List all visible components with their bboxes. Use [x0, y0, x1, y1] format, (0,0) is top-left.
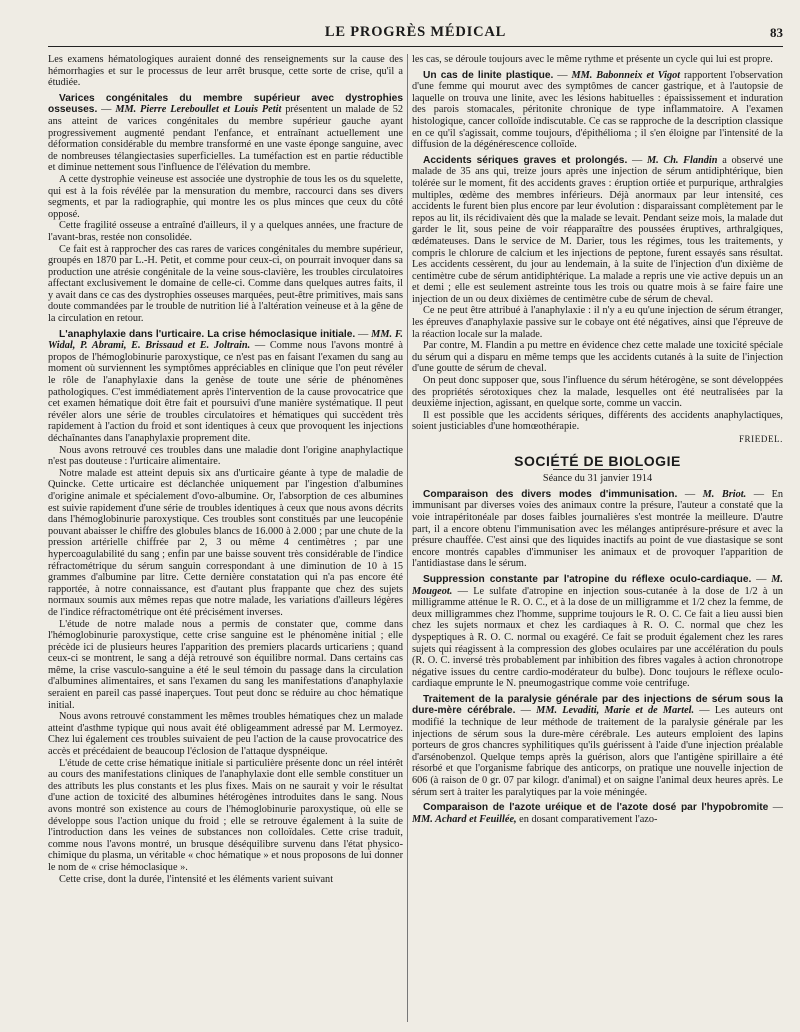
running-title: LE PROGRÈS MÉDICAL: [324, 24, 507, 40]
article-paragraph: Cette fragilité osseuse a entraîné d'ailleurs, il y a quelques années, une fracture de l'avant-bras, restée non consolidée.: [48, 220, 403, 243]
article-title: Comparaison de l'azote uréique et de l'azote dosé par l'hypobromite: [423, 802, 769, 814]
article-lead: Le sulfate d'atropine en injection sous-cutanée à la dose de 1/2 à un milligramme atténue le R. O. C., et à la dose de un milligramme et 1/2 chez la femme, de deux milligrammes chez l'homme, supprime toujours le R. O. C. Ce fait a lieu aussi bien chez les sujets normaux et chez les cardiaques à R. O. C. normal que chez les dyspeptiques à R. O. C. normal ou exagéré. Ce fait se produit également chez les rares sujets qui réagissent à la compression des globes oculaires par une accélération du pouls (R. O. C. inversé très probablement par inhibition des fibres vagales à action chronotrope négative issues du centre cardio-modérateur du bulbe). Donc toujours le réflexe oculo-cardiaque emprunte le N. pneumogastrique comme voie centrifuge.: [412, 585, 783, 690]
article-paragraph: Nous avons retrouvé ces troubles dans une maladie dont l'origine anaphylactique n'est pas douteuse : l'urticaire alimentaire.: [48, 444, 403, 468]
article-accidents-seriques: [412, 155, 783, 446]
society-heading: SOCIÉTÉ DE BIOLOGIE: [514, 452, 681, 469]
article-paragraph: L'étude de notre malade nous a permis de constater que, comme dans l'hémoglobinurie paroxystique, cette crise sanguine est le phénomène initial ; elle précède ici de plusieurs heures l'apparition des premiers placards urticariens ; quand ceux-ci se montrent, le sang a déjà retrouvé son équilibre normal. Dans certains cas même, la crise vasculo-sanguine a été le seul témoin du passage dans la circulation d'albumines alimentaires, et sans l'examen du sang les manifestations d'anaphylaxie seraient en pareil cas passé inaperçues. Tout peut donc se réduire au choc hématique initial.: [48, 618, 403, 711]
article-immunisation: [412, 489, 783, 570]
article-title: Varices congénitales du membre supérieur avec dystrophies osseuses.: [48, 92, 403, 116]
article-traitement-paralysie: [412, 694, 783, 798]
article-varices: [48, 93, 403, 325]
article-authors: MM. Babonneix et Vigot: [571, 69, 681, 81]
article-paragraph: Ce ne peut être attribué à l'anaphylaxie : il n'y a eu qu'une injection de sérum étranger, les épreuves d'anaphylaxie passive sur le cobaye ont été négatives, ainsi que l'épreuve de la réaction locale sur la malade.: [412, 305, 783, 340]
author-signature: FRIEDEL.: [738, 434, 783, 444]
article-paragraph: L'étude de cette crise hématique initiale si particulière présente donc un réel intérêt au cours des manifestations cliniques de l'anaphylaxie dont elle semble constituer un des attributs les plus constants et les plus fixes. Mais on ne saurait y voir le résultat d'une action de toxicité des albumines hétérogènes introduites dans le sang. Nous avons montré son existence au cours de l'hémoglobinurie paroxystique, où elle se développe sous l'action unique du froid ; elle se retrouve également à la suite de l'introduction dans les veines de substances non colloïdales. Cette crise traduit, comme nous l'avons montré, un brusque déséquilibre survenu dans l'état physico-chimique du plasma, un véritable « choc hématique » et nous proposons de lui donner le nom de « crise hémoclasique ».: [48, 757, 403, 873]
article-paragraph: Notre malade est atteint depuis six ans d'urticaire géante à type de maladie de Quincke. Cette urticaire est déclanchée uniquement par l'ingestion d'albumines d'origine animale et spécialement d'ovo-albumine. Or, l'absorption de ces albumines est suivie rapidement d'une série de troubles identiques à ceux que nous avons décrits dans l'hémoglobinurie paroxystique. Ces troubles sont constitués par une leucopénie pouvant abaisser le chiffre des globules blancs de 16.000 à 2.000 ; par une chute de la pression artérielle chiffrée par 2, 3 ou même 4 centimètres ; par une hypercoagulabilité du sang ; enfin par une baisse souvent très considérable de l'indice réfractométrique du sérum sanguin correspondant à une diminution de 10 à 15 grammes d'albumine par litre. Cette dernière constatation qui n'a pas encore été rapportée, à notre connaissance, est d'autant plus frappante que chez des sujets normaux soumis aux mêmes repas que notre malade, les variations d'ailleurs légères de l'indice réfractométrique ont été précisément inverses.: [48, 467, 403, 618]
article-lead-paragraph: L'anaphylaxie dans l'urticaire. La crise hémoclasique initiale. — MM. F. Widal, P. Abrami, E. Brissaud et E. Joltrain. — Comme nous l'avons montré à propos de l'hémoglobinurie paroxystique, ce n'est pas en faisant l'examen du sang au moment où surviennent les symptômes appréciables en clinique que l'on peut révéler le rôle de l'anaphylaxie dans la genèse de toute une série de phénomènes pathologiques. C'est immédiatement après l'intervention de la cause provocatrice que cet examen hématique doit être fait et poursuivi d'une manière systématique. Il peut révéler alors une série de troubles circulatoires et hématiques qui succèdent très rapidement à l'action du froid et sont identiques à ceux que provoquent les injections déchaînantes dans l'anaphylaxie proprement dite.: [48, 328, 403, 444]
column-divider: [407, 54, 408, 1022]
left-column: [48, 54, 403, 1032]
article-lead-paragraph: Comparaison des divers modes d'immunisation. — M. Briot. — En immunisant par diverses voies des animaux contre la présure, l'auteur a constaté que la voie intrapéritonéale par doses faibles journalières s'est montrée la meilleure. D'autre part, il a encore obtenu l'immunisation avec les mélanges antiprésure-présure et avec la présure chauffée. C'est ainsi que des liquides inactifs au point de vue diastasique se sont encore montrés capables d'immuniser les animaux et de provoquer l'apparition de l'antidiastase dans le sérum.: [412, 488, 783, 570]
article-lead: Les auteurs ont modifié la technique de leur méthode de traitement de la paralysie générale par les injections de sérum sous la dure-mère cérébrale. Les auteurs emploient des lapins porteurs de gros chancres syphilitiques qu'ils guérissent à l'aide d'une injection préalable d'arsénobenzol. Quelque temps après la guérison, alors que l'antigène spirillaire a été résorbé et que l'organisme fabrique des anticorps, on pratique une nouvelle injection de 606 (à raison de 0 gr. 07 par kilogr. d'animal) et on saigne l'animal deux heures après. Le sérum sert à traiter les paralytiques par la voie méningée.: [412, 705, 783, 798]
article-lead: rapportent l'observation d'une femme qui mourut avec des symptômes de cancer gastrique, et à l'autopsie de laquelle on trouva une linite, avec les lésions habituelles : épaississement et induration des parois stomacales, péritonite chronique de type inflammatoire. A l'examen histologique, cancer colloïde indiscutable. Ce cas se rapproche de la description classique en ce qu'il s'agissait, comme toujours, d'épithélioma ; il s'en éloigne par l'intensité de la diffusion de la dégénérescence colloïde.: [412, 69, 783, 151]
article-lead: En immunisant par diverses voies des animaux contre la présure, l'auteur a constaté que la voie intrapéritonéale par doses faibles journalières s'est montrée la meilleure. D'autre part, il a encore obtenu l'immunisation avec les mélanges antiprésure-présure et avec la présure chauffée. C'est ainsi que des liquides inactifs au point de vue diastasique se sont encore montrés capables d'immuniser les animaux et de provoquer l'apparition de l'antidiastase dans le sérum.: [412, 488, 783, 570]
page-header: [48, 24, 783, 47]
article-lead: a observé une malade de 35 ans qui, treize jours après une injection de sérum antidiphtérique, bien tolérée sur le moment, fit des accidents graves : éruption ortiée et purpurique, arthralgies multiples, œdème des membres inférieurs. Déjà anormaux par leur intensité, ces accidents le furent bien plus encore par leur évolution : disparaissant complètement par le repos au lit, ils récidivaient dès que la malade se levait. Pendant seize mois, la malade dut garder le lit, sous peine de voir réapparaître des poussées éruptives, arthralgiques, œdémateuses. Dans le service de M. Darier, tous les régimes, tous les traitements, y compris le chlorure de calcium et les injections de peptone, furent essayés sans résultat. Les accidents cessèrent, du jour au lendemain, à la suite de l'injection d'un dixième de centimètre cube de sérum antidiphtérique. La malade a repris une vie active depuis un an et demi ; elle est seulement astreinte tous les trois ou quatre mois à se faire faire une injection de un ou deux dixièmes de centimètre cube de sérum de cheval.: [412, 154, 783, 305]
article-authors: MM. F. Widal, P. Abrami, E. Brissaud et E. Joltrain.: [48, 328, 403, 352]
session-date: Séance du 31 janvier 1914: [542, 473, 653, 485]
article-paragraph: A cette dystrophie veineuse est associée une dystrophie de tous les os du squelette, qui est à la fois révélée par la mensuration du membre, raccourci dans ses divers segments, et par la radiographie, qui montre les os plus minces que ceux du côté opposé.: [48, 173, 403, 220]
article-lead-paragraph: Accidents sériques graves et prolongés. — M. Ch. Flandin a observé une malade de 35 ans qui, treize jours après une injection de sérum antidiphtérique, bien tolérée sur le moment, fit des accidents graves : éruption ortiée et purpurique, arthralgies multiples, œdème des membres inférieurs. Déjà anormaux par leur intensité, ces accidents le furent bien plus encore par leur évolution : disparaissant complètement par le repos au lit, ils récidivaient dès que la malade se levait. Pendant seize mois, la malade dut garder le lit, sous peine de voir réapparaître des poussées éruptives, arthralgiques, œdémateuses. Dans le service de M. Darier, tous les régimes, tous les traitements, y compris le chlorure de calcium et les injections de peptone, furent essayés sans résultat. Les accidents cessèrent, du jour au lendemain, à la suite de l'injection d'un dixième de centimètre cube de sérum antidiphtérique. La malade a repris une vie active depuis un an et demi ; elle est seulement astreinte tous les trois ou quatre mois à se faire faire une injection de un ou deux dixièmes de centimètre cube de sérum de cheval.: [412, 154, 783, 305]
article-lead-paragraph: Traitement de la paralysie générale par des injections de sérum sous la dure-mère cérébrale. — MM. Levaditi, Marie et de Martel. — Les auteurs ont modifié la technique de leur méthode de traitement de la paralysie générale par les injections de sérum sous la dure-mère cérébrale. Les auteurs emploient des lapins porteurs de gros chancres syphilitiques qu'ils guérissent à l'aide d'une injection préalable d'arsénobenzol. Quelque temps après la guérison, alors que l'antigène spirillaire a été résorbé et que l'organisme fabrique des anticorps, on pratique une nouvelle injection de 606 (à raison de 0 gr. 07 par kilogr. d'animal) et on saigne l'animal deux heures après. Le sérum sert à traiter les paralytiques par la voie méningée.: [412, 693, 783, 798]
article-paragraph: Par contre, M. Flandin a pu mettre en évidence chez cette malade une toxicité spéciale du sérum qui a disparu en même temps que les accidents cutanés à la suite de l'injection d'une goutte de sérum de cheval.: [412, 340, 783, 375]
article-paragraph: On peut donc supposer que, sous l'influence du sérum hétérogène, se sont développées des propriétés sérotoxiques chez la malade, lesquelles ont été neutralisées par la deuxième injection, agissant, en quelque sorte, comme un vaccin.: [412, 375, 783, 410]
intro-paragraph: Les examens hématologiques auraient donné des renseignements sur la cause des hémorrhagies et sur le processus de leur arrêt brusque, cette sorte de crise, qu'il a étudiée.: [48, 54, 403, 89]
article-linite: [412, 70, 783, 151]
article-authors: M. Mougeot.: [412, 573, 783, 597]
heading-rule: [553, 469, 643, 470]
article-title: Accidents sériques graves et prolongés.: [423, 154, 628, 166]
article-paragraph: Ce fait est à rapprocher des cas rares de varices congénitales du membre supérieur, groupés en 1870 par L.-H. Petit, et comme pour ceux-ci, on pourrait invoquer dans sa production une atrésie congénitale de la veine sous-clavière, les troubles circulatoires affectant exclusivement le domaine de celle-ci. Comme dans quelques autres faits, il y avait dans ce cas des dystrophies osseuses marquées, peut-être primitives, mais sans doute commandées par le trouble de nutrition lié à l'altération veineuse et à la gêne de la circulation en retour.: [48, 243, 403, 325]
article-paragraph: Il est possible que les accidents sériques, différents des accidents anaphylactiques, soient justiciables d'une homœothérapie.: [412, 409, 783, 433]
article-title: L'anaphylaxie dans l'urticaire. La crise hémoclasique initiale.: [59, 328, 356, 340]
continuation-paragraph: les cas, se déroule toujours avec le même rythme et présente un cycle qui lui est propre.: [412, 54, 773, 65]
article-authors: M. Briot.: [702, 488, 747, 500]
article-paragraph: Cette crise, dont la durée, l'intensité et les éléments varient suivant: [59, 873, 334, 885]
article-lead-paragraph: Varices congénitales du membre supérieur avec dystrophies osseuses. — MM. Pierre Lereboullet et Louis Petit présentent un malade de 52 ans atteint de varices congénitales du membre supérieur gauche ayant progressivement augmenté pendant l'enfance, et entraînant actuellement une déformation considérable du membre transformé en une vaste éponge sanguine, avec de nombreuses télangiectasies superficielles. La tuméfaction est en partie réductible et diminue nettement sous l'influence de l'élévation du membre.: [48, 92, 403, 174]
article-authors: M. Ch. Flandin: [646, 154, 718, 166]
article-azote: [412, 802, 783, 825]
article-anaphylaxie: [48, 329, 403, 886]
right-column: [412, 54, 783, 1032]
article-lead: présentent un malade de 52 ans atteint de varices congénitales du membre supérieur gauche ayant progressivement augmenté pendant l'enfance, et entraînant actuellement une déformation considérable du membre transformé en une vaste éponge sanguine, avec de nombreuses télangiectasies superficielles. La tuméfaction est en partie réductible et diminue nettement sous l'influence de l'élévation du membre.: [48, 104, 403, 174]
article-lead-paragraph: Un cas de linite plastique. — MM. Babonneix et Vigot rapportent l'observation d'une femme qui mourut avec des symptômes de cancer gastrique, et à l'autopsie de laquelle on trouva une linite, avec les lésions habituelles : épaississement et induration des parois stomacales, péritonite chronique de type inflammatoire. A l'examen histologique, cancer colloïde indiscutable. Ce cas se rapproche de la description classique en ce qu'il s'agissait, comme toujours, d'épithélioma ; il s'en éloigne par l'intensité de la diffusion de la dégénérescence colloïde.: [412, 69, 783, 151]
article-lead: Comme nous l'avons montré à propos de l'hémoglobinurie paroxystique, ce n'est pas en faisant l'examen du sang au moment où surviennent les symptômes appréciables en clinique que l'on peut révéler le rôle de l'anaphylaxie dans la genèse de toute une série de phénomènes pathologiques. C'est immédiatement après l'intervention de la cause provocatrice que cet examen hématique doit être fait et poursuivi d'une manière systématique. Il peut révéler alors une série de troubles circulatoires et hématiques qui succèdent très rapidement à l'action du froid et sont identiques à ceux que provoquent les injections déchaînantes dans l'anaphylaxie proprement dite.: [48, 340, 403, 444]
page-number: 83: [770, 25, 783, 40]
article-authors: MM. Achard et Feuillée,: [412, 813, 517, 825]
article-lead-paragraph: Suppression constante par l'atropine du réflexe oculo-cardiaque. — M. Mougeot. — Le sulfate d'atropine en injection sous-cutanée à la dose de 1/2 à un milligramme atténue le R. O. C., et à la dose de un milligramme et 1/2 chez la femme, de deux milligrammes chez l'homme, supprime toujours le R. O. C. Ce fait a lieu aussi bien chez les sujets normaux et chez les cardiaques à R. O. C. normal que chez les dyspeptiques à R. O. C. normal ou exagéré. Ce fait se produit également chez les rares sujets qui réagissent à la compression des globes oculaires par une accélération du pouls (R. O. C. inversé très probablement par inhibition des fibres vagales à action chronotrope négative issues du centre cardio-modérateur du bulbe). Donc toujours le réflexe oculo-cardiaque emprunte le N. pneumogastrique comme voie centrifuge.: [412, 573, 783, 690]
article-suppression-roc: [412, 574, 783, 690]
article-title: Suppression constante par l'atropine du réflexe oculo-cardiaque.: [423, 573, 752, 585]
article-paragraph: Nous avons retrouvé constamment les mêmes troubles hématiques chez un malade atteint d'asthme typique qui nous avait été obligeamment adressé par M. Lermoyez. Chez lui également ces troubles suivaient de peu l'action de la cause provocatrice des accès et précédaient de beaucoup l'éclosion de l'attaque dyspnéique.: [48, 711, 403, 758]
article-authors: MM. Pierre Lereboullet et Louis Petit: [115, 104, 282, 116]
article-lead-paragraph: Comparaison de l'azote uréique et de l'azote dosé par l'hypobromite — MM. Achard et Feuillée, en dosant comparativement l'azo-: [412, 802, 783, 825]
article-title: Un cas de linite plastique.: [423, 69, 554, 81]
article-title: Traitement de la paralysie générale par des injections de sérum sous la dure-mère cérébrale.: [412, 693, 783, 717]
article-title: Comparaison des divers modes d'immunisation.: [423, 488, 678, 500]
article-authors: MM. Levaditi, Marie et de Martel.: [536, 705, 695, 717]
article-lead: en dosant comparativement l'azo-: [519, 813, 658, 825]
